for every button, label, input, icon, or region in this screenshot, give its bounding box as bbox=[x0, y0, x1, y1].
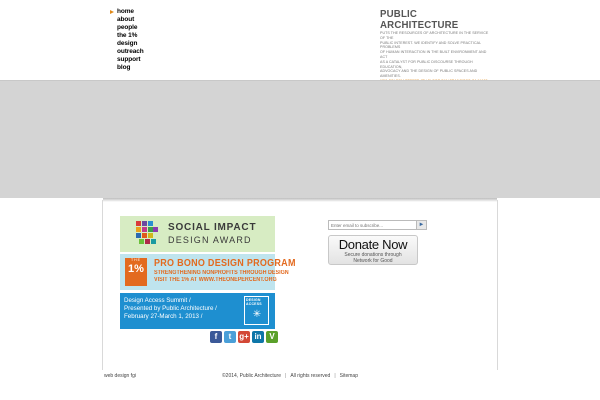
promo-line: February 27-March 1, 2013 / bbox=[124, 313, 203, 320]
social-links bbox=[210, 331, 278, 343]
promo-link-text: VISIT THE 1% AT WWW.THEONEPERCENT.ORG bbox=[154, 277, 277, 283]
org-mission-line: AS A CATALYST FOR PUBLIC DISCOURSE THROUGH EDUCATION, bbox=[380, 59, 473, 69]
linkedin-icon[interactable]: in bbox=[252, 331, 264, 343]
nav-item-outreach[interactable]: outreach bbox=[117, 48, 144, 55]
donate-subtext: Secure donations through bbox=[344, 252, 402, 258]
twitter-icon[interactable]: t bbox=[224, 331, 236, 343]
nav-item-design[interactable]: design bbox=[117, 40, 138, 47]
hero-banner bbox=[0, 80, 600, 198]
badge-main: 1% bbox=[128, 263, 144, 275]
nav-item-about[interactable]: about bbox=[117, 16, 135, 23]
mosaic-logo-icon bbox=[136, 221, 158, 247]
one-percent-promo[interactable] bbox=[120, 254, 296, 290]
logo-text: DESIGN ACCESS bbox=[246, 298, 262, 306]
promo-title: SOCIAL IMPACT bbox=[168, 222, 257, 233]
email-subscribe-input[interactable] bbox=[328, 220, 417, 230]
donate-label: Donate Now bbox=[338, 237, 408, 252]
copyright: ©2014, Public Architecture bbox=[222, 373, 281, 379]
nav-item-blog[interactable]: blog bbox=[117, 64, 131, 71]
promo-line: Design Access Summit / bbox=[124, 297, 191, 304]
footer bbox=[222, 373, 358, 379]
separator: | bbox=[285, 373, 287, 379]
nav-item-the-1-percent[interactable]: the 1% bbox=[117, 32, 138, 39]
org-title[interactable]: PUBLIC ARCHITECTURE bbox=[380, 8, 459, 31]
separator: | bbox=[334, 373, 336, 379]
facebook-icon[interactable]: f bbox=[210, 331, 222, 343]
nav-item-people[interactable]: people bbox=[117, 24, 138, 31]
org-mission-line: PUTS THE RESOURCES OF ARCHITECTURE IN THE SERVICE OF THE bbox=[380, 31, 489, 40]
promo-subtitle: STRENGTHENING NONPROFITS THROUGH DESIGN bbox=[154, 270, 289, 276]
org-mission-line: ADVOCACY AND THE DESIGN OF PUBLIC SPACES AND AMENITIES. bbox=[380, 69, 478, 79]
sitemap-link[interactable]: Sitemap bbox=[339, 373, 358, 379]
org-mission-line: PUBLIC INTEREST. WE IDENTIFY AND SOLVE PRACTICAL PROBLEMS bbox=[380, 40, 481, 50]
donate-button[interactable] bbox=[328, 235, 418, 265]
divider bbox=[102, 200, 103, 370]
design-credit-link[interactable]: web design fgi bbox=[104, 373, 136, 379]
donate-subtext: Network for Good bbox=[353, 258, 393, 264]
vine-icon[interactable]: V bbox=[266, 331, 278, 343]
subscribe-submit-button[interactable]: ► bbox=[417, 220, 427, 230]
banner-shadow bbox=[103, 198, 497, 202]
asterisk-icon: ✳ bbox=[252, 309, 262, 320]
badge-top: THE bbox=[131, 258, 141, 262]
nav-item-support[interactable]: support bbox=[117, 56, 141, 63]
nav-item-home[interactable]: home bbox=[110, 8, 144, 16]
promo-title: PRO BONO DESIGN PROGRAM bbox=[154, 258, 296, 269]
one-percent-badge-icon bbox=[125, 258, 147, 286]
design-access-summit-promo[interactable] bbox=[120, 293, 275, 329]
design-access-logo bbox=[244, 296, 269, 325]
main-nav bbox=[110, 8, 144, 72]
promo-subtitle: DESIGN AWARD bbox=[168, 235, 252, 245]
divider bbox=[497, 200, 498, 370]
subscribe-form bbox=[328, 220, 427, 230]
social-impact-award-promo[interactable] bbox=[120, 216, 275, 252]
google-plus-icon[interactable]: g+ bbox=[239, 332, 249, 341]
org-mission-line: OF HUMAN INTERACTION IN THE BUILT ENVIRONMENT AND ACT bbox=[380, 50, 487, 59]
promo-line: Presented by Public Architecture / bbox=[124, 305, 217, 312]
rights: All rights reserved bbox=[290, 373, 331, 379]
